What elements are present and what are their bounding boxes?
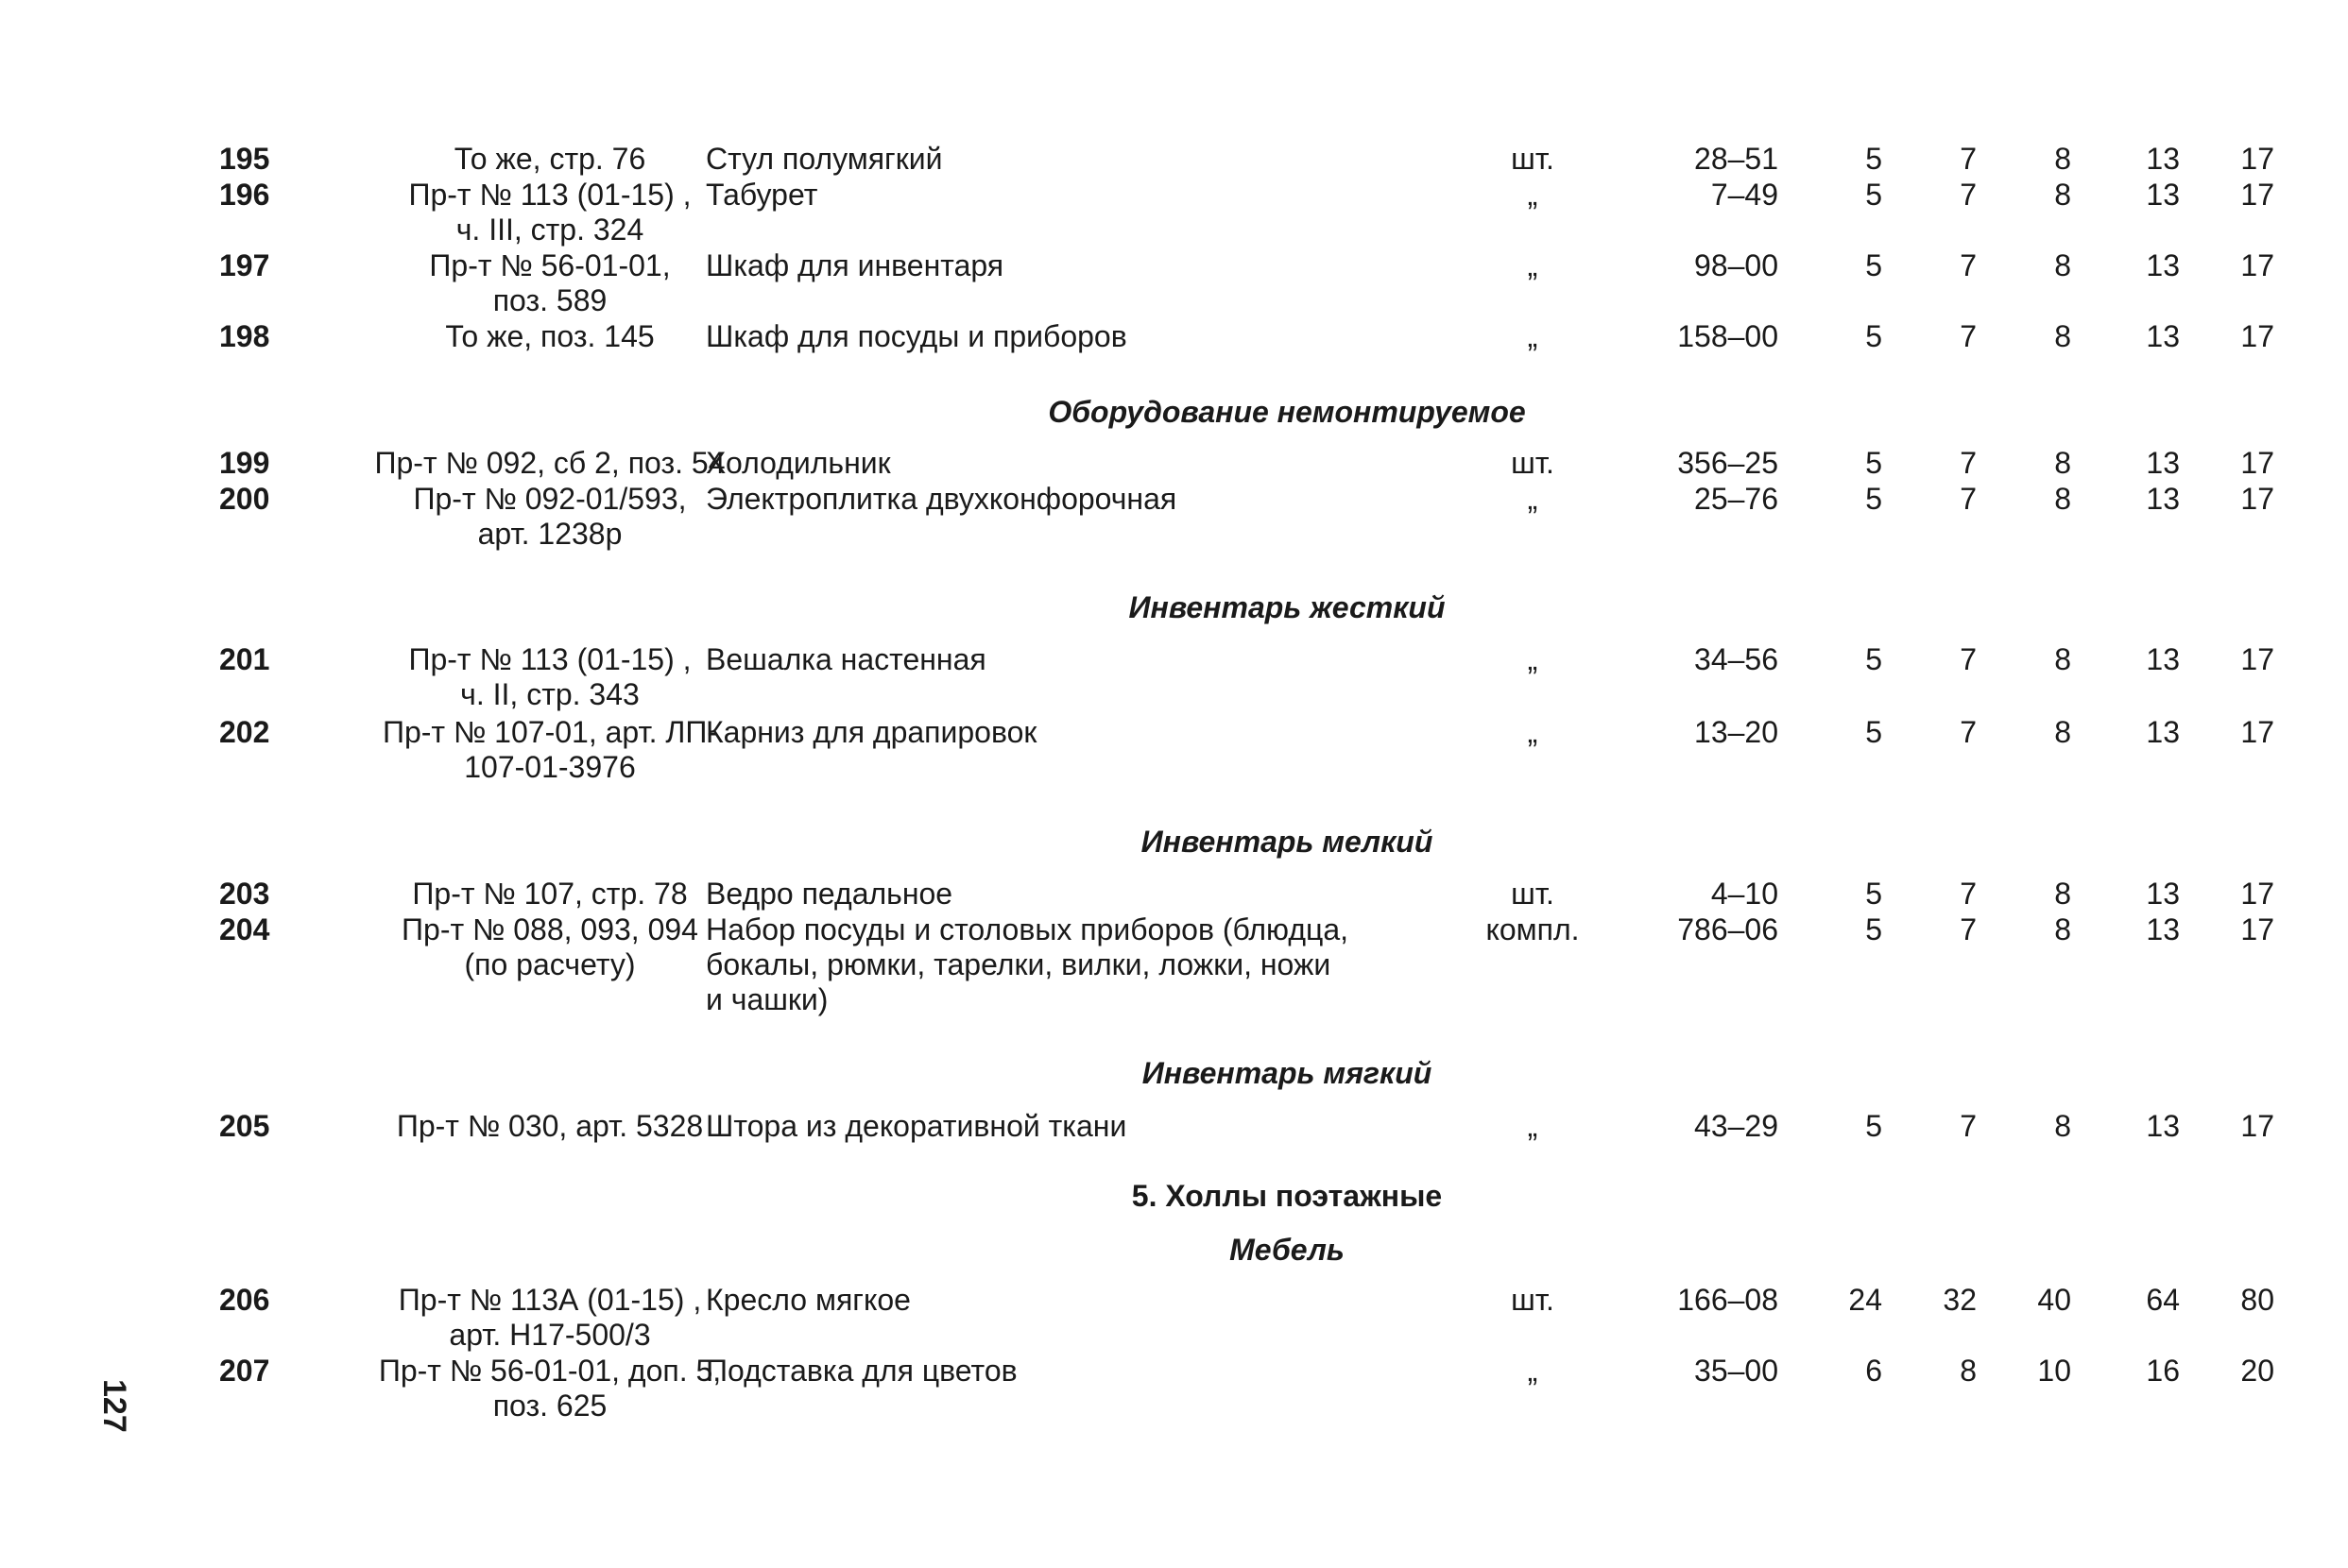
row-value-1: 5	[1865, 178, 1882, 212]
row-reference: Пр-т № 107, стр. 78	[412, 877, 688, 911]
row-number: 197	[219, 248, 270, 282]
row-value-4: 13	[2146, 319, 2180, 353]
row-number: 202	[219, 715, 270, 749]
row-unit: компл.	[1485, 912, 1580, 946]
row-reference: Пр-т № 113А (01-15) , арт. Н17-500/3	[398, 1283, 702, 1352]
row-value-2: 7	[1960, 482, 1977, 516]
row-reference: Пр-т № 56-01-01, поз. 589	[429, 248, 671, 317]
row-value-5: 17	[2240, 446, 2274, 480]
row-unit: „	[1527, 319, 1538, 353]
row-value-1: 5	[1865, 715, 1882, 749]
row-reference: То же, стр. 76	[454, 142, 646, 176]
row-value-5: 17	[2240, 912, 2274, 946]
row-price: 4–10	[1710, 877, 1778, 911]
row-reference: Пр-т № 030, арт. 5328	[396, 1109, 704, 1143]
section-heading: Оборудование немонтируемое	[1048, 395, 1526, 429]
row-value-2: 7	[1960, 642, 1977, 676]
row-value-1: 5	[1865, 446, 1882, 480]
row-value-2: 7	[1960, 912, 1977, 946]
row-number: 196	[219, 178, 270, 212]
row-unit: „	[1527, 642, 1538, 676]
row-value-1: 5	[1865, 642, 1882, 676]
row-value-5: 80	[2240, 1283, 2274, 1317]
row-value-2: 7	[1960, 446, 1977, 480]
row-item-name: Штора из декоративной ткани	[706, 1109, 1127, 1143]
row-price: 166–08	[1677, 1283, 1778, 1317]
row-value-1: 5	[1865, 1109, 1882, 1143]
row-value-4: 13	[2146, 482, 2180, 516]
row-unit: „	[1527, 482, 1538, 516]
row-value-5: 17	[2240, 715, 2274, 749]
row-value-1: 5	[1865, 482, 1882, 516]
row-price: 158–00	[1677, 319, 1778, 353]
row-value-2: 7	[1960, 178, 1977, 212]
row-number: 205	[219, 1109, 270, 1143]
row-value-5: 17	[2240, 248, 2274, 282]
row-value-4: 13	[2146, 1109, 2180, 1143]
row-unit: шт.	[1511, 1283, 1554, 1317]
row-value-1: 5	[1865, 248, 1882, 282]
row-price: 34–56	[1694, 642, 1778, 676]
row-value-3: 8	[2054, 715, 2071, 749]
row-reference: Пр-т № 113 (01-15) , ч. III, стр. 324	[408, 178, 692, 247]
row-value-2: 7	[1960, 877, 1977, 911]
row-item-name: Вешалка настенная	[706, 642, 986, 676]
row-unit: шт.	[1511, 142, 1554, 176]
row-item-name: Шкаф для инвентаря	[706, 248, 1004, 282]
row-price: 28–51	[1694, 142, 1778, 176]
section-heading: Мебель	[1229, 1233, 1345, 1267]
row-reference: Пр-т № 56-01-01, доп. 5, поз. 625	[378, 1354, 722, 1423]
row-item-name: Электроплитка двухконфорочная	[706, 482, 1177, 516]
row-reference: Пр-т № 113 (01-15) , ч. II, стр. 343	[408, 642, 692, 711]
row-value-5: 17	[2240, 482, 2274, 516]
row-price: 356–25	[1677, 446, 1778, 480]
row-value-4: 13	[2146, 877, 2180, 911]
row-unit: „	[1527, 715, 1538, 749]
row-value-1: 6	[1865, 1354, 1882, 1388]
row-unit: шт.	[1511, 446, 1554, 480]
row-value-5: 17	[2240, 178, 2274, 212]
row-reference: Пр-т № 107-01, арт. ЛП- 107-01-3976	[382, 715, 718, 784]
row-value-3: 8	[2054, 178, 2071, 212]
row-price: 35–00	[1694, 1354, 1778, 1388]
section-heading: Инвентарь мелкий	[1140, 825, 1433, 859]
row-value-3: 8	[2054, 642, 2071, 676]
row-reference: Пр-т № 092, сб 2, поз. 54	[374, 446, 726, 480]
row-value-4: 13	[2146, 446, 2180, 480]
row-item-name: Стул полумягкий	[706, 142, 943, 176]
row-price: 98–00	[1694, 248, 1778, 282]
row-value-1: 5	[1865, 877, 1882, 911]
row-item-name: Ведро педальное	[706, 877, 953, 911]
row-value-5: 17	[2240, 1109, 2274, 1143]
row-value-2: 7	[1960, 1109, 1977, 1143]
row-number: 195	[219, 142, 270, 176]
row-value-1: 5	[1865, 912, 1882, 946]
section-heading: Инвентарь мягкий	[1141, 1056, 1432, 1090]
row-value-3: 8	[2054, 877, 2071, 911]
chapter-heading: 5. Холлы поэтажные	[1131, 1179, 1443, 1213]
row-value-2: 32	[1943, 1283, 1977, 1317]
row-value-4: 13	[2146, 178, 2180, 212]
row-number: 198	[219, 319, 270, 353]
row-reference: Пр-т № 092-01/593, арт. 1238р	[413, 482, 687, 551]
row-value-3: 8	[2054, 446, 2071, 480]
row-price: 43–29	[1694, 1109, 1778, 1143]
row-reference: Пр-т № 088, 093, 094 (по расчету)	[402, 912, 698, 981]
row-number: 203	[219, 877, 270, 911]
row-value-4: 13	[2146, 248, 2180, 282]
row-number: 200	[219, 482, 270, 516]
row-value-4: 13	[2146, 142, 2180, 176]
row-number: 207	[219, 1354, 270, 1388]
row-unit: шт.	[1511, 877, 1554, 911]
row-price: 25–76	[1694, 482, 1778, 516]
row-item-name: Карниз для драпировок	[706, 715, 1037, 749]
row-value-4: 64	[2146, 1283, 2180, 1317]
row-value-4: 13	[2146, 715, 2180, 749]
row-value-5: 17	[2240, 642, 2274, 676]
row-value-1: 24	[1848, 1283, 1882, 1317]
row-reference: То же, поз. 145	[445, 319, 655, 353]
row-unit: „	[1527, 1354, 1538, 1388]
row-value-3: 8	[2054, 248, 2071, 282]
row-value-3: 40	[2037, 1283, 2071, 1317]
row-value-3: 8	[2054, 912, 2071, 946]
row-item-name: Кресло мягкое	[706, 1283, 911, 1317]
row-value-3: 8	[2054, 482, 2071, 516]
page-number: 127	[96, 1379, 132, 1433]
section-heading: Инвентарь жесткий	[1128, 590, 1446, 624]
row-number: 199	[219, 446, 270, 480]
row-value-2: 7	[1960, 715, 1977, 749]
row-value-2: 8	[1960, 1354, 1977, 1388]
row-value-5: 17	[2240, 142, 2274, 176]
row-value-3: 10	[2037, 1354, 2071, 1388]
row-item-name: Шкаф для посуды и приборов	[706, 319, 1127, 353]
row-item-name: Табурет	[706, 178, 818, 212]
row-value-5: 17	[2240, 877, 2274, 911]
row-value-5: 20	[2240, 1354, 2274, 1388]
row-value-3: 8	[2054, 1109, 2071, 1143]
row-value-5: 17	[2240, 319, 2274, 353]
row-value-4: 13	[2146, 642, 2180, 676]
row-unit: „	[1527, 1109, 1538, 1143]
row-value-1: 5	[1865, 142, 1882, 176]
row-number: 204	[219, 912, 270, 946]
row-price: 786–06	[1677, 912, 1778, 946]
row-item-name: Набор посуды и столовых приборов (блюдца, бокалы, рюмки, тарелки, вилки, ложки, ножи и чашки)	[706, 912, 1349, 1016]
row-value-3: 8	[2054, 142, 2071, 176]
row-price: 7–49	[1710, 178, 1778, 212]
row-value-2: 7	[1960, 142, 1977, 176]
row-unit: „	[1527, 178, 1538, 212]
row-item-name: Холодильник	[706, 446, 891, 480]
row-number: 201	[219, 642, 270, 676]
row-value-3: 8	[2054, 319, 2071, 353]
row-value-4: 13	[2146, 912, 2180, 946]
row-unit: „	[1527, 248, 1538, 282]
row-value-2: 7	[1960, 319, 1977, 353]
row-value-4: 16	[2146, 1354, 2180, 1388]
row-number: 206	[219, 1283, 270, 1317]
row-value-2: 7	[1960, 248, 1977, 282]
row-price: 13–20	[1694, 715, 1778, 749]
row-value-1: 5	[1865, 319, 1882, 353]
row-item-name: Подставка для цветов	[706, 1354, 1018, 1388]
